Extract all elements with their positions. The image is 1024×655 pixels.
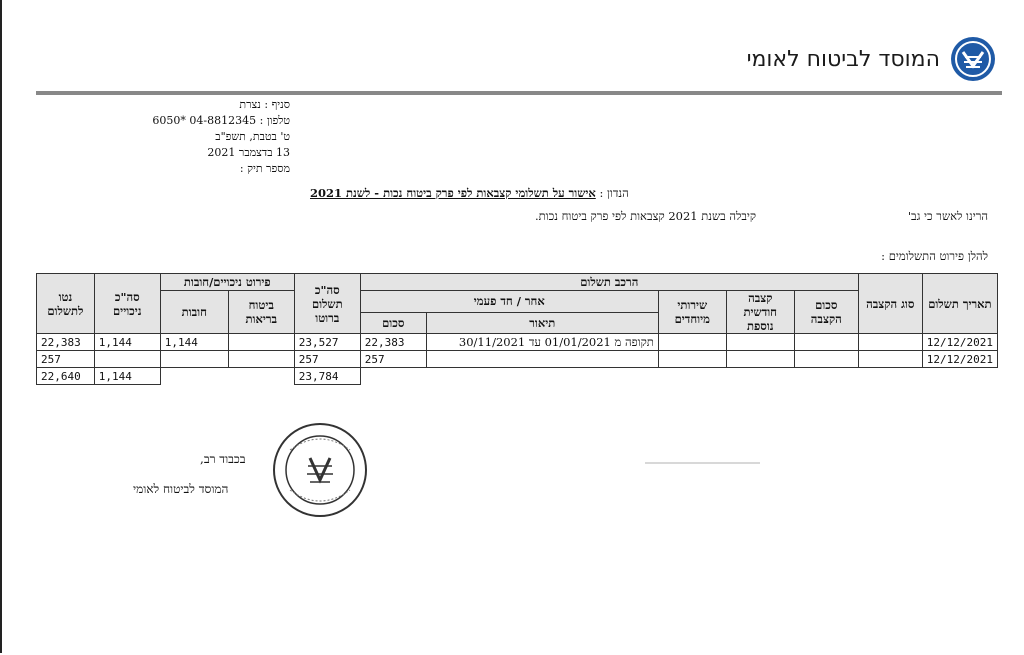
official-stamp-icon — [270, 420, 370, 520]
cell-health — [228, 334, 294, 351]
cell-amount — [794, 351, 858, 368]
cell-date: 12/12/2021 — [922, 334, 997, 351]
table-row — [37, 351, 998, 368]
subject-text: אישור על תשלומי קצבאות לפי פרק ביטוח נכות - לשנת 2021 — [310, 186, 596, 200]
group-deductions: פירוט ניכויים/חובות — [160, 274, 294, 291]
cell-debts — [160, 351, 228, 368]
signer-name: המוסד לביטוח לאומי — [133, 482, 229, 496]
col-special: שירותי מיוחדים — [658, 291, 726, 334]
cell-health — [228, 351, 294, 368]
col-total-deductions: סה"כ ניכויים — [94, 274, 160, 334]
cell-total-deductions: 1,144 — [94, 334, 160, 351]
col-health: ביטוח בריאות — [228, 291, 294, 334]
confirm-line-a: הרינו לאשר כי גב' — [907, 209, 988, 223]
col-net: נטו לתשלום — [37, 274, 95, 334]
closing-regards: בכבוד רב, — [200, 452, 246, 466]
cell-special — [658, 351, 726, 368]
cell-debts: 1,144 — [160, 334, 228, 351]
scan-smudge — [645, 462, 760, 464]
col-debts: חובות — [160, 291, 228, 334]
payments-table — [36, 273, 998, 385]
cell-gross: 257 — [294, 351, 360, 368]
col-gross: סה"כ תשלום ברוטו — [294, 274, 360, 334]
confirm-line-b: קיבלה בשנת 2021 קצבאות לפי פרק ביטוח נכות. — [535, 209, 757, 223]
cell-desc: תקופה מ 01/01/2021 עד 30/11/2021 — [426, 334, 658, 351]
cell-sum: 22,383 — [360, 334, 426, 351]
cell-net: 257 — [37, 351, 95, 368]
subject-line — [310, 186, 629, 200]
col-amount: סכום הקצבה — [794, 291, 858, 334]
cell-special — [658, 334, 726, 351]
header-rule — [36, 91, 1002, 95]
national-insurance-logo-icon — [950, 36, 996, 82]
cell-net: 22,383 — [37, 334, 95, 351]
hebrew-date: ט' בטבת, תשפ"ב — [215, 130, 290, 143]
totals-spacer — [360, 368, 997, 385]
col-date: תאריך תשלום — [922, 274, 997, 334]
cell-gross: 23,527 — [294, 334, 360, 351]
cell-extra — [726, 351, 794, 368]
org-name: המוסד לביטוח לאומי — [746, 46, 940, 72]
total-net: 22,640 — [37, 368, 95, 385]
cell-sum: 257 — [360, 351, 426, 368]
phone: טלפון : 04-8812345 *6050 — [152, 114, 290, 127]
col-extra: קצבה חודשית נוספת — [726, 291, 794, 334]
total-gross: 23,784 — [294, 368, 360, 385]
col-sum: סכום — [360, 312, 426, 334]
total-deductions: 1,144 — [94, 368, 160, 385]
gregorian-date: 13 בדצמבר 2021 — [207, 146, 290, 159]
cell-date: 12/12/2021 — [922, 351, 997, 368]
cell-type — [858, 351, 922, 368]
cell-desc — [426, 351, 658, 368]
cell-extra — [726, 334, 794, 351]
letter-meta — [130, 97, 290, 177]
totals-row — [37, 368, 998, 385]
table-row — [37, 334, 998, 351]
totals-spacer-2 — [160, 368, 294, 385]
col-desc: תיאור — [426, 312, 658, 334]
cell-amount — [794, 334, 858, 351]
subject-label: הנדון : — [599, 186, 629, 200]
details-title: להלן פירוט התשלומים : — [881, 249, 988, 263]
col-type: סוג הקצבה — [858, 274, 922, 334]
file-number: מספר תיק : — [239, 162, 290, 175]
group-composition: הרכב תשלום — [360, 274, 858, 291]
letterhead — [747, 36, 996, 82]
cell-total-deductions — [94, 351, 160, 368]
cell-type — [858, 334, 922, 351]
branch: סניף : נצרת — [239, 98, 290, 111]
group-other: אחר / חד פעמי — [360, 291, 658, 313]
